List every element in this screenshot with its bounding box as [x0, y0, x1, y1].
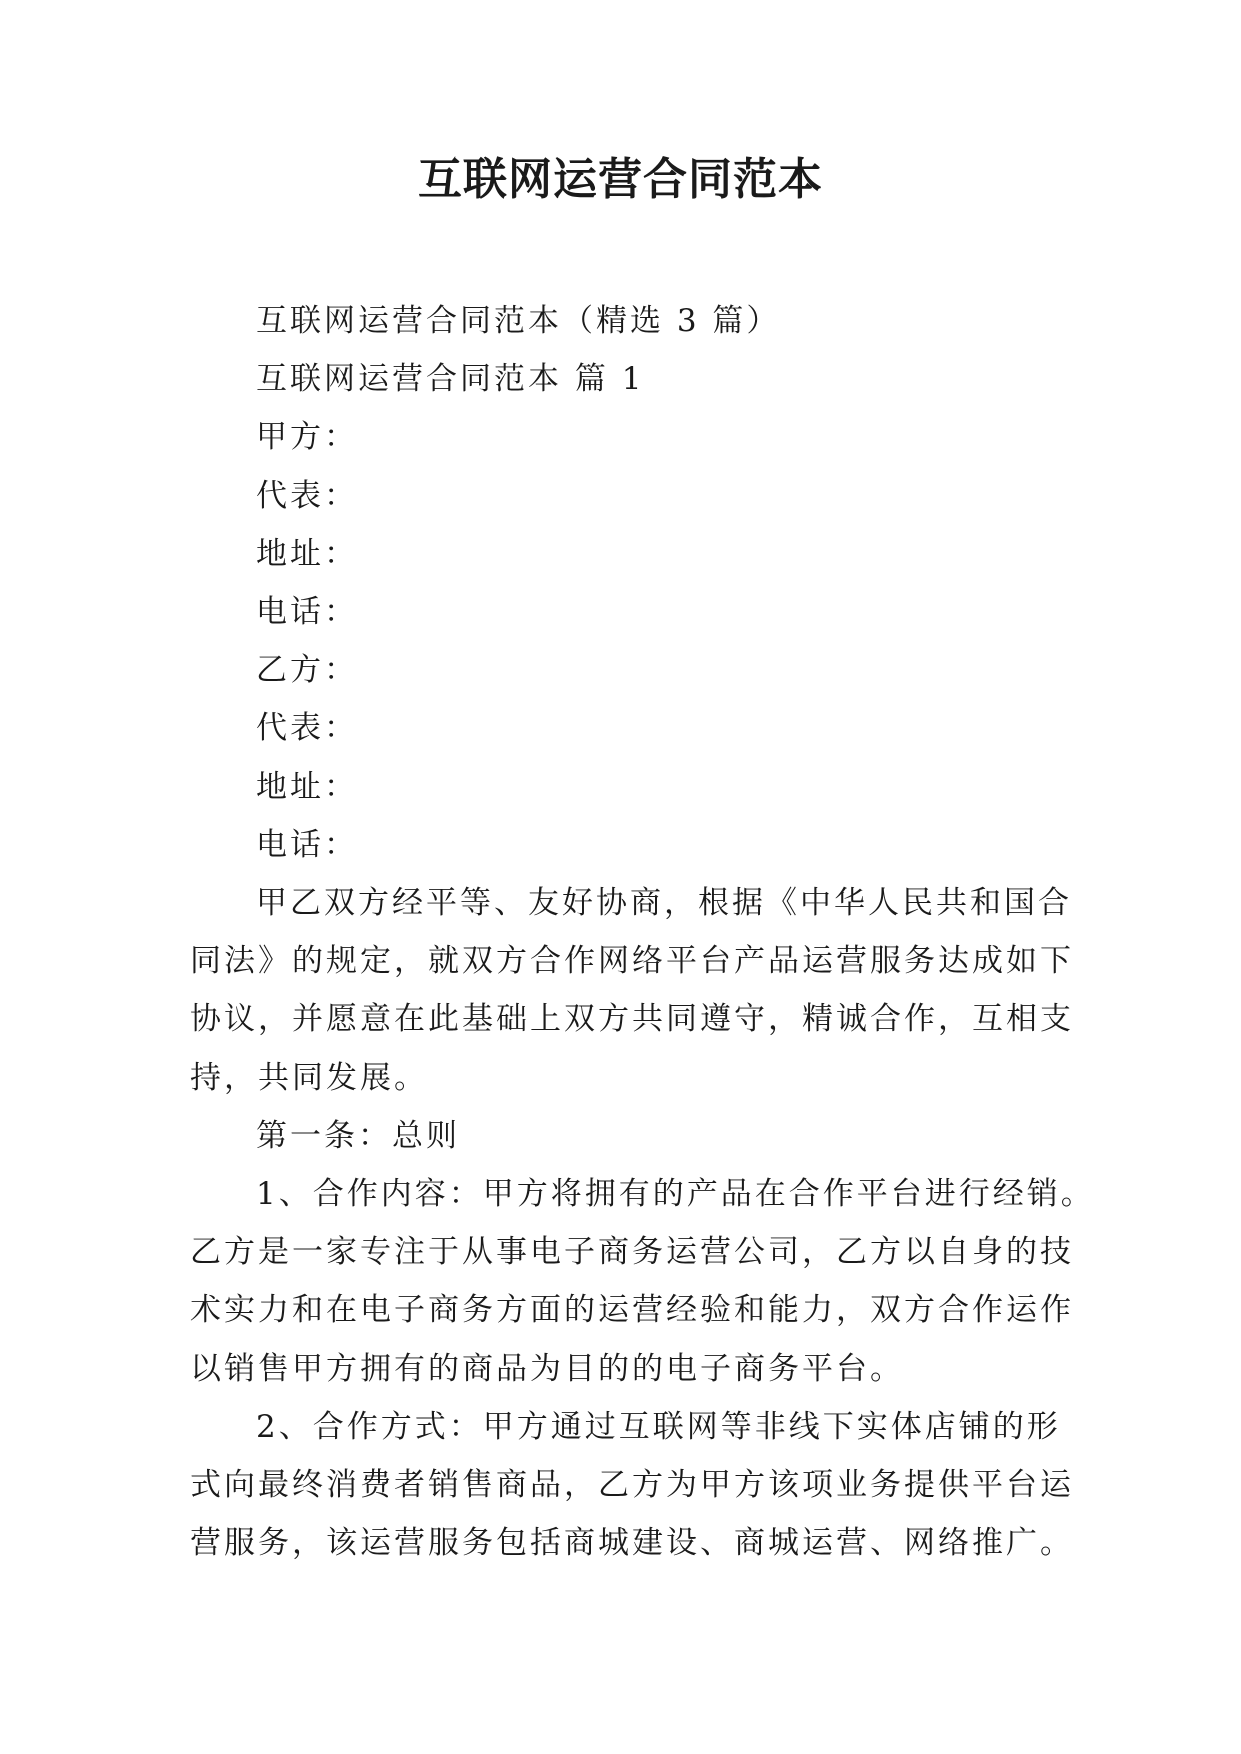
document-body [190, 292, 1095, 1572]
text-line: 以销售甲方拥有的商品为目的的电子商务平台。 [190, 1350, 904, 1387]
text-line: 乙方： [256, 652, 358, 689]
text-line: 代表： [256, 710, 358, 747]
text-line: 地址： [256, 535, 358, 572]
text-line: 乙方是一家专注于从事电子商务运营公司，乙方以自身的技 [190, 1234, 1074, 1271]
text-line: 甲乙双方经平等、友好协商，根据《中华人民共和国合 [256, 885, 1072, 922]
text-line: 电话： [256, 826, 358, 863]
text-line: 术实力和在电子商务方面的运营经验和能力，双方合作运作 [190, 1292, 1074, 1329]
text-line: 代表： [256, 477, 358, 514]
text-line: 协议，并愿意在此基础上双方共同遵守，精诚合作，互相支 [190, 1001, 1074, 1038]
text-line: 式向最终消费者销售商品，乙方为甲方该项业务提供平台运 [190, 1467, 1074, 1504]
text-line: 甲方： [256, 419, 358, 456]
text-line: 营服务，该运营服务包括商城建设、商城运营、网络推广。 [190, 1525, 1074, 1562]
text-line: 同法》的规定，就双方合作网络平台产品运营服务达成如下 [190, 943, 1074, 980]
text-line: 1、合作内容：甲方将拥有的产品在合作平台进行经销。 [256, 1176, 1095, 1213]
text-line: 互联网运营合同范本 篇 1 [256, 361, 645, 398]
document-title: 互联网运营合同范本 [418, 154, 823, 205]
text-line: 第一条：总则 [256, 1117, 460, 1154]
text-line: 互联网运营合同范本（精选 3 篇） [256, 303, 781, 339]
text-line: 2、合作方式：甲方通过互联网等非线下实体店铺的形 [256, 1408, 1061, 1445]
text-line: 地址： [256, 768, 358, 805]
text-line: 电话： [256, 594, 358, 631]
text-line: 持，共同发展。 [190, 1059, 428, 1096]
